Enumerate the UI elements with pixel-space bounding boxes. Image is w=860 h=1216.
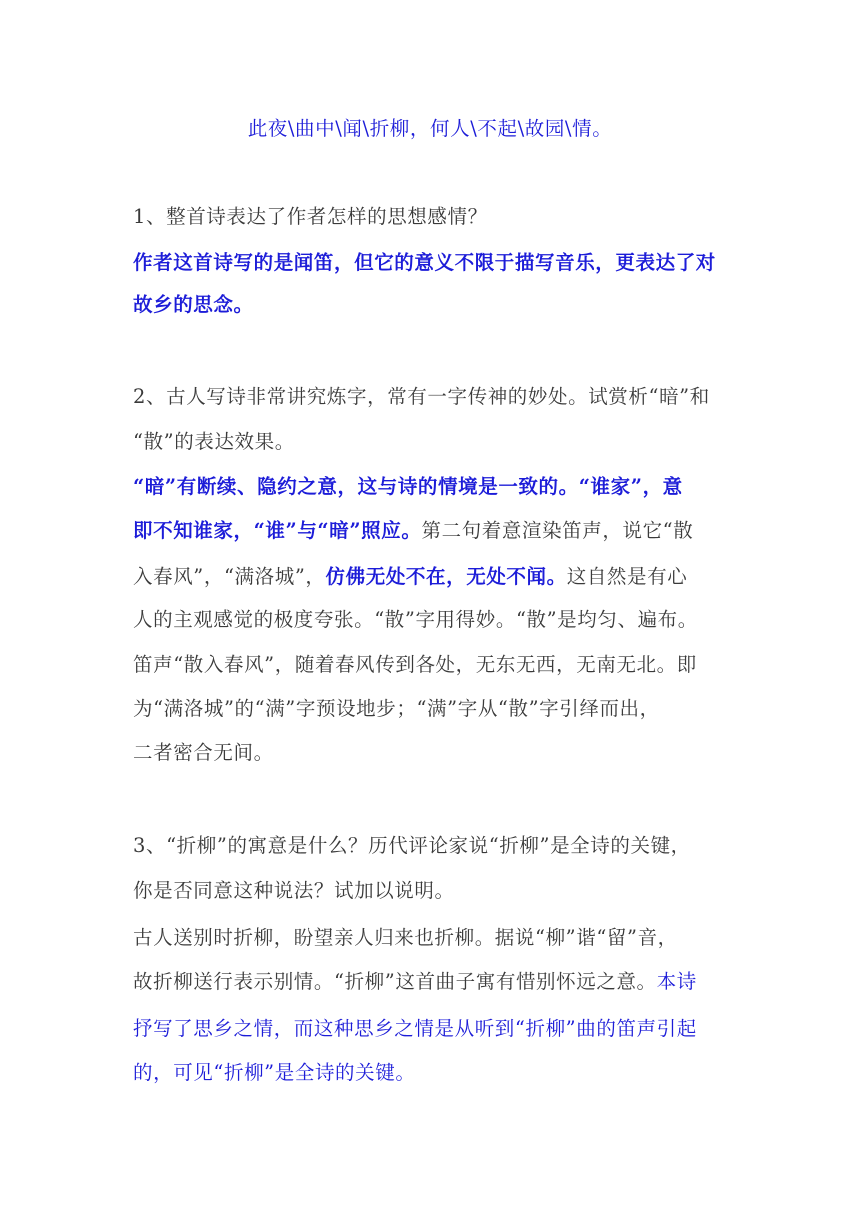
answer-3-line-3: 抒写了思乡之情，而这种思乡之情是从听到“折柳”曲的笛声引起 [133, 1017, 697, 1040]
answer-2-line-6: 为“满洛城”的“满”字预设地步；“满”字从“散”字引绎而出， [133, 697, 660, 720]
answer-2-line-1: “暗”有断续、隐约之意，这与诗的情境是一致的。“谁家”，意 [133, 475, 683, 498]
answer-2-line-2-rest: 第二句着意渲染笛声，说它“散 [421, 519, 694, 542]
answer-2-line-2-highlight: 即不知谁家，“谁”与“暗”照应。 [133, 519, 422, 542]
answer-2-line-5: 笛声“散入春风”，随着春风传到各处，无东无西，无南无北。即 [133, 653, 697, 676]
answer-2-line-2 [133, 519, 733, 543]
answer-2-line-3-highlight: 仿佛无处不在，无处不闻。 [325, 565, 567, 588]
answer-3-line-1: 古人送别时折柳，盼望亲人归来也折柳。据说“柳”谐“留”音， [133, 926, 678, 949]
answer-2-line-3-end: 这自然是有心 [566, 565, 688, 588]
question-2-line-1: 2、古人写诗非常讲究炼字，常有一字传神的妙处。试赏析“暗”和 [133, 385, 710, 408]
answer-3-line-4: 的，可见“折柳”是全诗的关键。 [133, 1061, 416, 1084]
answer-2-line-4: 人的主观感觉的极度夸张。“散”字用得妙。“散”是均匀、遍布。 [133, 608, 698, 631]
poem-line: 此夜\曲中\闻\折柳，何人\不起\故园\情。 [247, 117, 613, 140]
answer-3-line-2-start: 故折柳送行表示别情。“折柳”这首曲子寓有惜别怀远之意。 [133, 970, 657, 993]
question-3-line-2: 你是否同意这种说法？试加以说明。 [133, 879, 455, 902]
question-2-line-2: “散”的表达效果。 [133, 430, 295, 453]
answer-1-line-2: 故乡的思念。 [133, 293, 254, 316]
question-1: 1、整首诗表达了作者怎样的思想感情？ [133, 205, 488, 228]
answer-2-line-3 [133, 565, 733, 589]
answer-2-line-3-start: 入春风”，“满洛城”， [133, 565, 326, 588]
answer-1-line-1: 作者这首诗写的是闻笛，但它的意义不限于描写音乐，更表达了对 [133, 251, 716, 274]
answer-2-line-7: 二者密合无间。 [133, 741, 274, 764]
question-3-line-1: 3、“折柳”的寓意是什么？历代评论家说“折柳”是全诗的关键， [133, 834, 691, 857]
answer-3-line-2 [133, 970, 733, 994]
answer-3-line-2-highlight: 本诗 [656, 970, 697, 993]
